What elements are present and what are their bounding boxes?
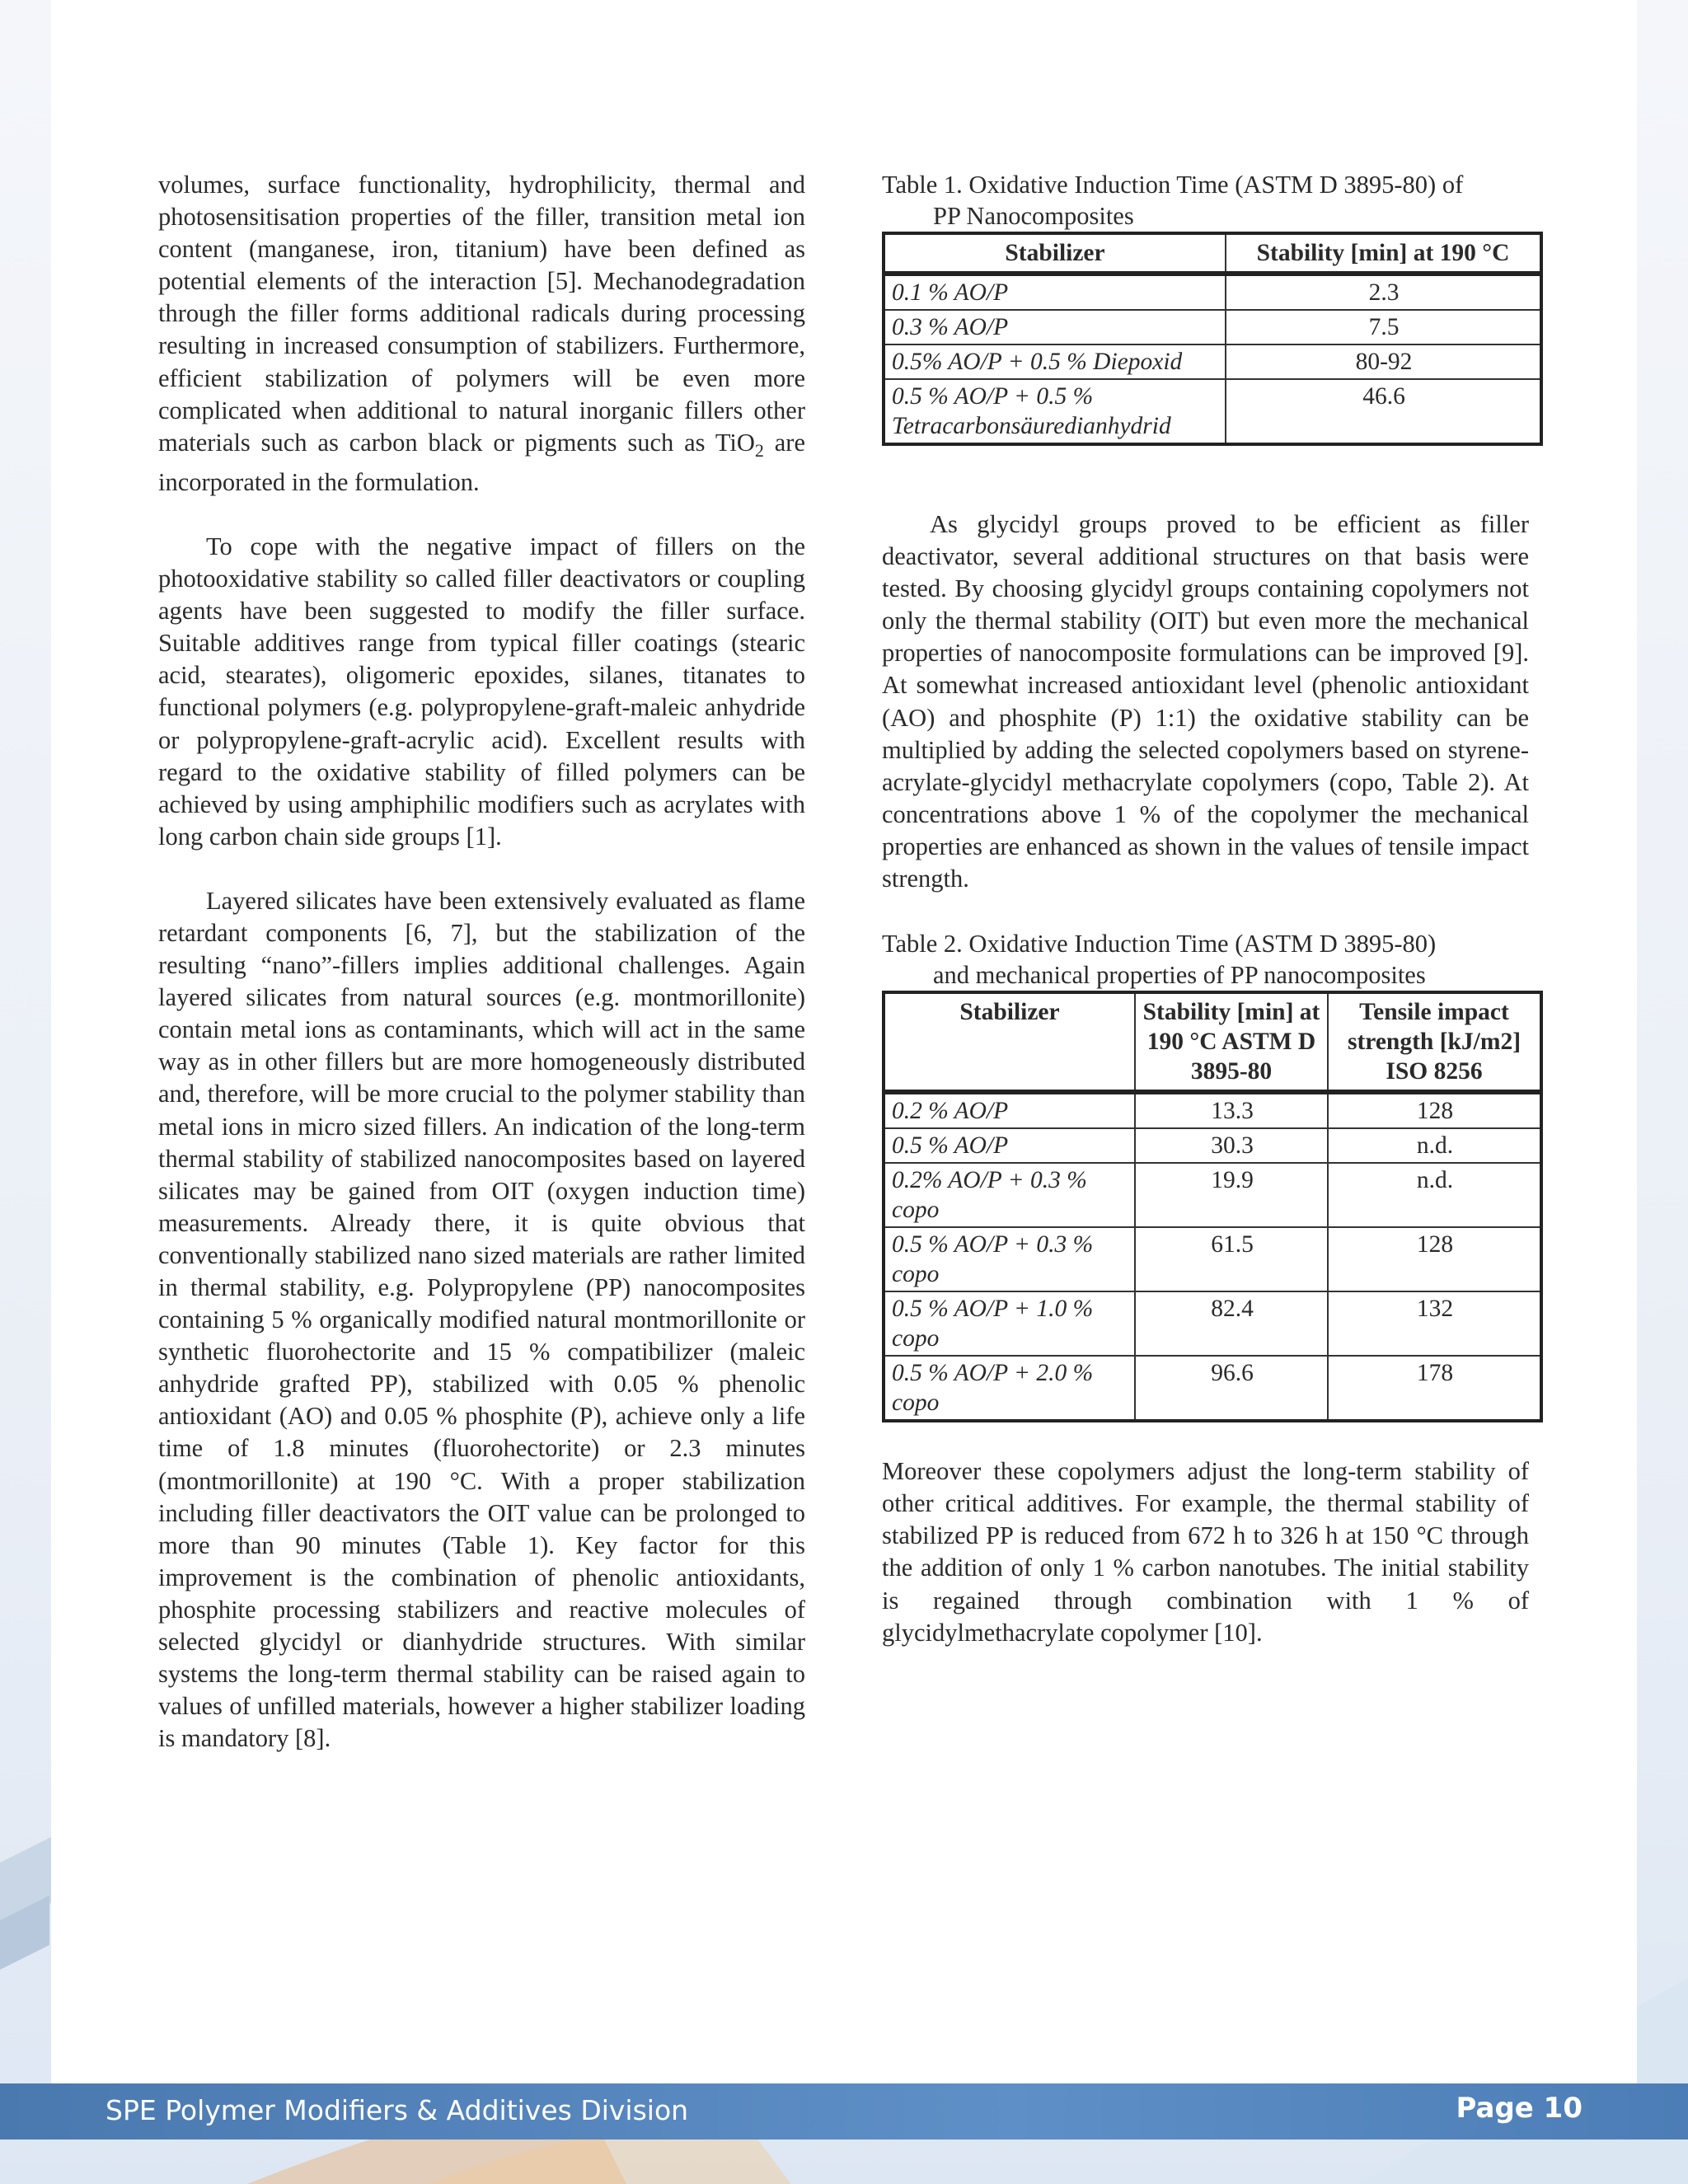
value-cell: 46.6 xyxy=(1226,379,1541,444)
table2 xyxy=(882,991,1543,1422)
column-header: Stabilizer xyxy=(884,992,1135,1092)
table-header-row xyxy=(884,233,1541,274)
stabilizer-cell: 0.5 % AO/P + 0.3 % copo xyxy=(884,1227,1135,1291)
value-cell: 178 xyxy=(1328,1356,1541,1421)
table1 xyxy=(882,232,1543,446)
page-number: Page 10 xyxy=(1456,2092,1582,2125)
value-cell: 128 xyxy=(1328,1227,1541,1291)
value-cell: 13.3 xyxy=(1135,1092,1328,1128)
value-cell: n.d. xyxy=(1328,1128,1541,1163)
stabilizer-cell: 0.2 % AO/P xyxy=(884,1092,1135,1128)
stabilizer-cell: 0.5% AO/P + 0.5 % Diepoxid xyxy=(884,344,1226,379)
table-row xyxy=(884,1163,1541,1227)
table-row xyxy=(884,344,1541,379)
column-header: Stability [min] at 190 °C ASTM D 3895-80 xyxy=(1135,992,1328,1092)
stabilizer-cell: 0.5 % AO/P + 2.0 % copo xyxy=(884,1356,1135,1421)
table1-caption: Table 1. Oxidative Induction Time (ASTM D 3895-80) of PP Nanocomposites xyxy=(882,171,1464,230)
column-header: Stability [min] at 190 °C xyxy=(1226,233,1541,274)
value-cell: 132 xyxy=(1328,1291,1541,1356)
table-header-row xyxy=(884,992,1541,1092)
value-cell: n.d. xyxy=(1328,1163,1541,1227)
value-cell: 82.4 xyxy=(1135,1291,1328,1356)
value-cell: 19.9 xyxy=(1135,1163,1328,1227)
body-paragraph: volumes, surface functionality, hydrophilicity, thermal and photosensitisation properties of the filler, transition metal ion content (manganese, iron, titanium) have been defined as potential elements of the interaction [5]. Mechanodegradation through the filler forms additional radicals during processing resulting in increased consumption of stabilizers. Furthermore, efficient stabilization of polymers will be even more complicated when additional to natural inorganic fillers other materials such as carbon black or pigments such as TiO$_2$ are incorporated in the formulation. xyxy=(158,171,805,496)
table2-caption: Table 2. Oxidative Induction Time (ASTM D 3895-80) and mechanical properties of PP nanocomposites xyxy=(882,930,1437,990)
table-row xyxy=(884,1128,1541,1163)
table-row xyxy=(884,274,1541,310)
right-column xyxy=(882,169,1529,1649)
table-row xyxy=(884,1356,1541,1421)
value-cell: 30.3 xyxy=(1135,1128,1328,1163)
table-row xyxy=(884,1291,1541,1356)
table-row xyxy=(884,1227,1541,1291)
body-paragraph: As glycidyl groups proved to be efficient as filler deactivator, several additional structures on that basis were tested. By choosing glycidyl groups containing copolymers not only the thermal stability (OIT) but even more the mechanical properties of nanocomposite formulations can be improved [9]. At somewhat increased antioxidant level (phenolic antioxidant (AO) and phosphite (P) 1:1) the oxidative stability can be multiplied by adding the selected copolymers based on styrene-acrylate-glycidyl methacrylate copolymers (copo, Table 2). At concentrations above 1 % of the copolymer the mechanical properties are enhanced as shown in the values of tensile impact strength. xyxy=(882,510,1529,893)
table-row xyxy=(884,310,1541,344)
footer-bar xyxy=(0,2083,1688,2139)
body-paragraph: Moreover these copolymers adjust the long-term stability of other critical additives. For example, the thermal stability of stabilized PP is reduced from 672 h to 326 h at 150 °C through the addition of only 1 % carbon nanotubes. The initial stability is regained through combination with 1 % of glycidylmethacrylate copolymer [10]. xyxy=(882,1457,1529,1647)
table-row xyxy=(884,379,1541,444)
body-paragraph: To cope with the negative impact of fillers on the photooxidative stability so called filler deactivators or coupling agents have been suggested to modify the filler surface. Suitable additives range from typical filler coatings (stearic acid, stearates), oligomeric epoxides, silanes, titanates to functional polymers (e.g. polypropylene-graft-maleic anhydride or polypropylene-graft-acrylic acid). Excellent results with regard to the oxidative stability of filled polymers can be achieved by using amphiphilic modifiers such as acrylates with long carbon chain side groups [1]. xyxy=(158,532,805,851)
value-cell: 128 xyxy=(1328,1092,1541,1128)
table-row xyxy=(884,1092,1541,1128)
value-cell: 61.5 xyxy=(1135,1227,1328,1291)
stabilizer-cell: 0.5 % AO/P + 1.0 % copo xyxy=(884,1291,1135,1356)
body-paragraph: Layered silicates have been extensively evaluated as flame retardant components [6, 7], but the stabilization of the resulting “nano”-fillers implies additional challenges. Again layered silicates from natural sources (e.g. montmorillonite) contain metal ions as contaminants, which will act in the same way as in other fillers but are more homogeneously distributed and, therefore, will be more crucial to the polymer stability than metal ions in micro sized fillers. An indication of the long-term thermal stability of stabilized nanocomposites based on layered silicates may be gained from OIT (oxygen induction time) measurements. Already there, it is quite obvious that conventionally stabilized nano sized materials are rather limited in thermal stability, e.g. Polypropylene (PP) nanocomposites containing 5 % organically modified natural montmorillonite or synthetic fluorohectorite and 15 % compatibilizer (maleic anhydride grafted PP), stabilized with 0.05 % phenolic antioxidant (AO) and 0.05 % phosphite (P), achieve only a life time of 1.8 minutes (fluorohectorite) or 2.3 minutes (montmorillonite) at 190 °C. With a proper stabilization including filler deactivators the OIT value can be prolonged to more than 90 minutes (Table 1). Key factor for this improvement is the combination of phenolic antioxidants, phosphite processing stabilizers and reactive molecules of selected glycidyl or dianhydride structures. With similar systems the long-term thermal stability can be raised again to values of unfilled materials, however a higher stabilizer loading is mandatory [8]. xyxy=(158,886,805,1753)
stabilizer-cell: 0.5 % AO/P + 0.5 % Tetracarbonsäuredianhydrid xyxy=(884,379,1226,444)
value-cell: 2.3 xyxy=(1226,274,1541,310)
stabilizer-cell: 0.1 % AO/P xyxy=(884,274,1226,310)
column-header: Stabilizer xyxy=(884,233,1226,274)
value-cell: 7.5 xyxy=(1226,310,1541,344)
column-header: Tensile impact strength [kJ/m2] ISO 8256 xyxy=(1328,992,1541,1092)
stabilizer-cell: 0.5 % AO/P xyxy=(884,1128,1135,1163)
stabilizer-cell: 0.2% AO/P + 0.3 % copo xyxy=(884,1163,1135,1227)
stabilizer-cell: 0.3 % AO/P xyxy=(884,310,1226,344)
value-cell: 96.6 xyxy=(1135,1356,1328,1421)
footer-title: SPE Polymer Modifiers & Additives Division xyxy=(106,2094,689,2126)
left-column xyxy=(158,169,805,1755)
value-cell: 80-92 xyxy=(1226,344,1541,379)
